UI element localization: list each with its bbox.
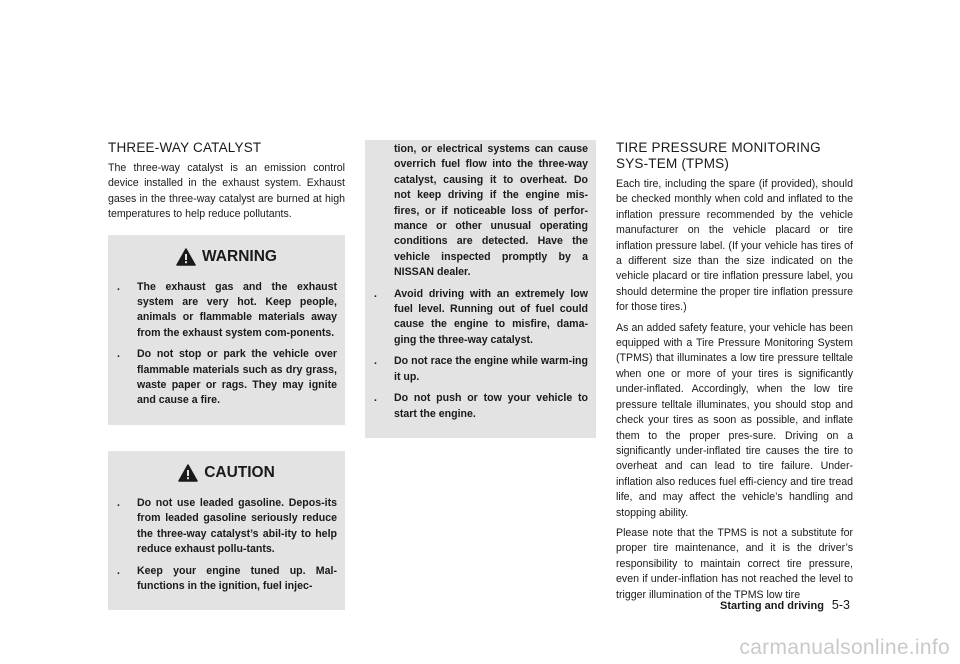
caution-title: CAUTION xyxy=(204,463,275,481)
warning-list xyxy=(108,280,345,409)
warning-header xyxy=(108,248,345,266)
bullet: . xyxy=(117,496,120,509)
tpms-paragraph: Please note that the TPMS is not a substitute for proper tire maintenance, and it is the driver’s responsibility to maintain correct tire pressure, even if under-inflation has not reached the level to trigger illumination of the TPMS low tire xyxy=(616,526,853,601)
caution-triangle-icon xyxy=(178,464,198,482)
bullet: . xyxy=(374,287,377,300)
warning-triangle-icon xyxy=(176,248,196,266)
left-column xyxy=(108,140,345,610)
bullet: . xyxy=(374,355,377,368)
page-number: 5-3 xyxy=(831,598,850,612)
caution-item: . Keep your engine tuned up. Mal-functions in the ignition, fuel injec- xyxy=(117,564,337,592)
caution-box xyxy=(108,451,345,610)
caution-list xyxy=(108,496,345,594)
caution-box-continued xyxy=(365,140,596,438)
tpms-paragraph: As an added safety feature, your vehicle has been equipped with a Tire Pressure Monitoring System (TPMS) that illuminates a low tire pressure telltale when one or more of your tires is significantly under-inflated. Accordingly, when the low tire pressure telltale illuminates, you should stop and check your tires as soon as possible, and inflate them to the proper pres-sure. Driving on a significantly under-inflated tire causes the tire to overheat and can lead to tire failure. Under-inflation also reduces fuel effi-ciency and tire tread life, and may affect the vehicle’s handling and stopping ability. xyxy=(616,321,853,519)
bullet: . xyxy=(117,348,120,361)
caution-item: . Do not race the engine while warm-ing it up. xyxy=(374,355,588,383)
caution-item-continued: tion, or electrical systems can cause overrich fuel flow into the three-way catalyst, causing it to overheat. Do not keep driving if the engine mis-fires, or if noticeable loss of perfor-mance or other unusual operating conditions are detected. Have the vehicle inspected promptly by a NISSAN dealer. xyxy=(394,143,588,279)
middle-column xyxy=(365,140,596,438)
footer-section-title: Starting and driving xyxy=(720,600,824,612)
section-heading-catalyst: THREE-WAY CATALYST xyxy=(108,140,262,155)
warning-box xyxy=(108,235,345,425)
catalyst-intro: The three-way catalyst is an emission control device installed in the exhaust system. Exhaust gases in the three-way catalyst are burned at high temperatures to help reduce pollutants. xyxy=(108,162,345,221)
tpms-paragraph: Each tire, including the spare (if provided), should be checked monthly when cold and inflated to the inflation pressure recommended by the vehicle manufacturer on the vehicle placard or tire inflation pressure label. (If your vehicle has tires of a different size than the size indicated on the vehicle placard or tire inflation pressure label, you should determine the proper tire inflation pressure for those tires.) xyxy=(616,178,853,314)
bullet: . xyxy=(117,280,120,293)
bullet: . xyxy=(117,564,120,577)
warning-title: WARNING xyxy=(202,247,277,265)
bullet: . xyxy=(374,392,377,405)
caution-item: . Do not use leaded gasoline. Depos-its from leaded gasoline seriously reduce the three-way catalyst’s abil-ity to help reduce exhaust pollu-tants. xyxy=(117,496,337,556)
watermark: carmanualsonline.info xyxy=(739,636,950,659)
warning-item: . Do not stop or park the vehicle over flammable materials such as dry grass, waste paper or rags. They may ignite and cause a fire. xyxy=(117,348,337,407)
warning-item: . The exhaust gas and the exhaust system are very hot. Keep people, animals or flammable materials away from the exhaust system com-ponents. xyxy=(117,280,337,339)
right-column xyxy=(616,140,853,608)
caution-list-continued xyxy=(365,142,596,422)
caution-header xyxy=(108,464,345,482)
caution-item: . Do not push or tow your vehicle to start the engine. xyxy=(374,392,588,420)
section-heading-tpms: TIRE PRESSURE MONITORING SYS-TEM (TPMS) xyxy=(616,140,821,171)
caution-item: . Avoid driving with an extremely low fuel level. Running out of fuel could cause the engine to misfire, dama-ging the three-way catalyst. xyxy=(374,287,588,346)
page-footer xyxy=(720,598,850,612)
